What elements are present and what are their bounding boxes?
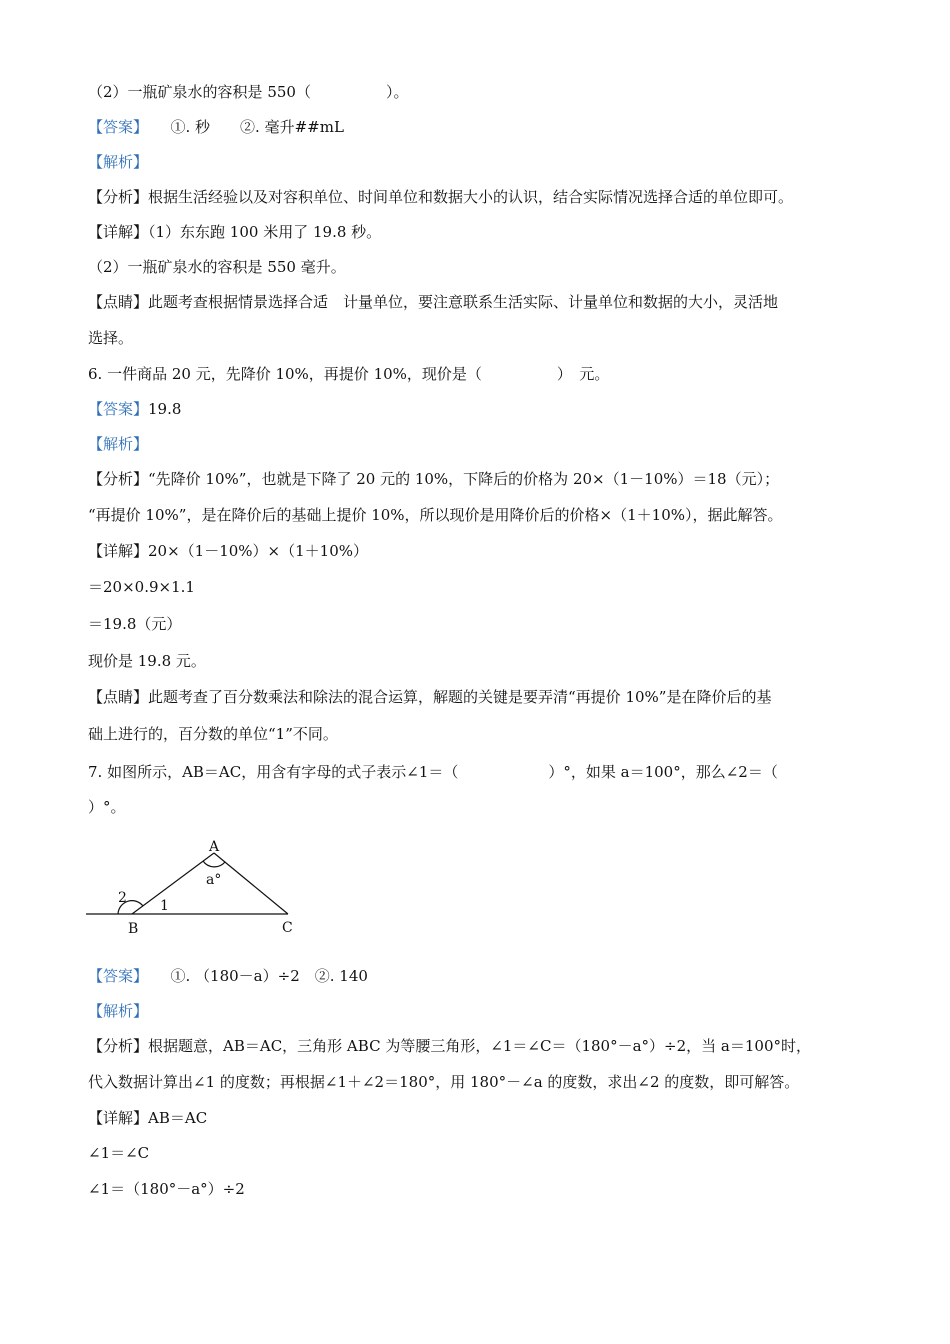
text-line: 【详解】20×（1－10%）×（1＋10%） bbox=[88, 542, 368, 560]
analysis-heading: 【解析】 bbox=[88, 435, 149, 453]
question-line: 7. 如图所示，AB＝AC，用含有字母的式子表示∠1＝（ ）°，如果 a＝100°，那么∠2＝（ bbox=[88, 763, 778, 781]
angle-2-label: 2 bbox=[118, 890, 127, 906]
text-line: 选择。 bbox=[88, 329, 134, 347]
answer-tag: 【答案】 bbox=[88, 118, 141, 136]
triangle-figure bbox=[84, 838, 300, 938]
text-line: 代入数据计算出∠1 的度数；再根据∠1＋∠2＝180°，用 180°－∠a 的度数，求出∠2 的度数，即可解答。 bbox=[88, 1073, 800, 1091]
analysis-heading: 【解析】 bbox=[88, 153, 149, 171]
vertex-label-b: B bbox=[128, 921, 139, 937]
text-line: （2）一瓶矿泉水的容积是 550（ ）。 bbox=[88, 83, 409, 101]
text-line: 【点睛】此题考查根据情景选择合适 计量单位，要注意联系生活实际、计量单位和数据的大小，灵活地 bbox=[88, 293, 779, 311]
answer-line: 【答案】19.8 bbox=[88, 400, 182, 418]
text-line: “再提价 10%”，是在降价后的基础上提价 10%，所以现价是用降价后的价格×（1＋10%），据此解答。 bbox=[88, 506, 783, 524]
text-line: 现价是 19.8 元。 bbox=[88, 652, 206, 670]
angle-1-label: 1 bbox=[160, 898, 169, 914]
analysis-heading: 【解析】 bbox=[88, 1002, 149, 1020]
text-line: 【详解】AB＝AC bbox=[88, 1109, 208, 1127]
text-line: 【详解】（1）东东跑 100 米用了 19.8 秒。 bbox=[88, 223, 382, 241]
text-line: ＝20×0.9×1.1 bbox=[88, 578, 195, 596]
text-line: ＝19.8（元） bbox=[88, 615, 182, 633]
text-line: ∠1＝∠C bbox=[88, 1144, 150, 1162]
text-line: 础上进行的，百分数的单位“1”不同。 bbox=[88, 725, 338, 743]
text-line: ∠1＝（180°－a°）÷2 bbox=[88, 1180, 245, 1198]
text-line: （2）一瓶矿泉水的容积是 550 毫升。 bbox=[88, 258, 346, 276]
answer-line: 【答案】 ①. （180－a）÷2 ②. 140 bbox=[88, 967, 368, 985]
vertex-label-c: C bbox=[282, 920, 293, 936]
angle-a-label: a° bbox=[206, 872, 222, 888]
text-line: 【点睛】此题考查了百分数乘法和除法的混合运算，解题的关键是要弄清“再提价 10%”是在降价后的基 bbox=[88, 688, 772, 706]
vertex-label-a: A bbox=[209, 839, 220, 855]
question-line: 6. 一件商品 20 元，先降价 10%，再提价 10%，现价是（ ） 元。 bbox=[88, 365, 610, 383]
answer-line: 【答案】 ①. 秒 ②. 毫升##mL bbox=[88, 118, 344, 136]
text-line: 【分析】“先降价 10%”，也就是下降了 20 元的 10%，下降后的价格为 20×（1－10%）＝18（元）； bbox=[88, 470, 780, 488]
angle-arc bbox=[203, 861, 225, 867]
text-line: 【分析】根据题意，AB＝AC，三角形 ABC 为等腰三角形，∠1＝∠C＝（180°－a°）÷2，当 a＝100°时， bbox=[88, 1037, 811, 1055]
text-line: 【分析】根据生活经验以及对容积单位、时间单位和数据大小的认识，结合实际情况选择合适的单位即可。 bbox=[88, 188, 794, 206]
text-line: ）°。 bbox=[88, 798, 126, 816]
